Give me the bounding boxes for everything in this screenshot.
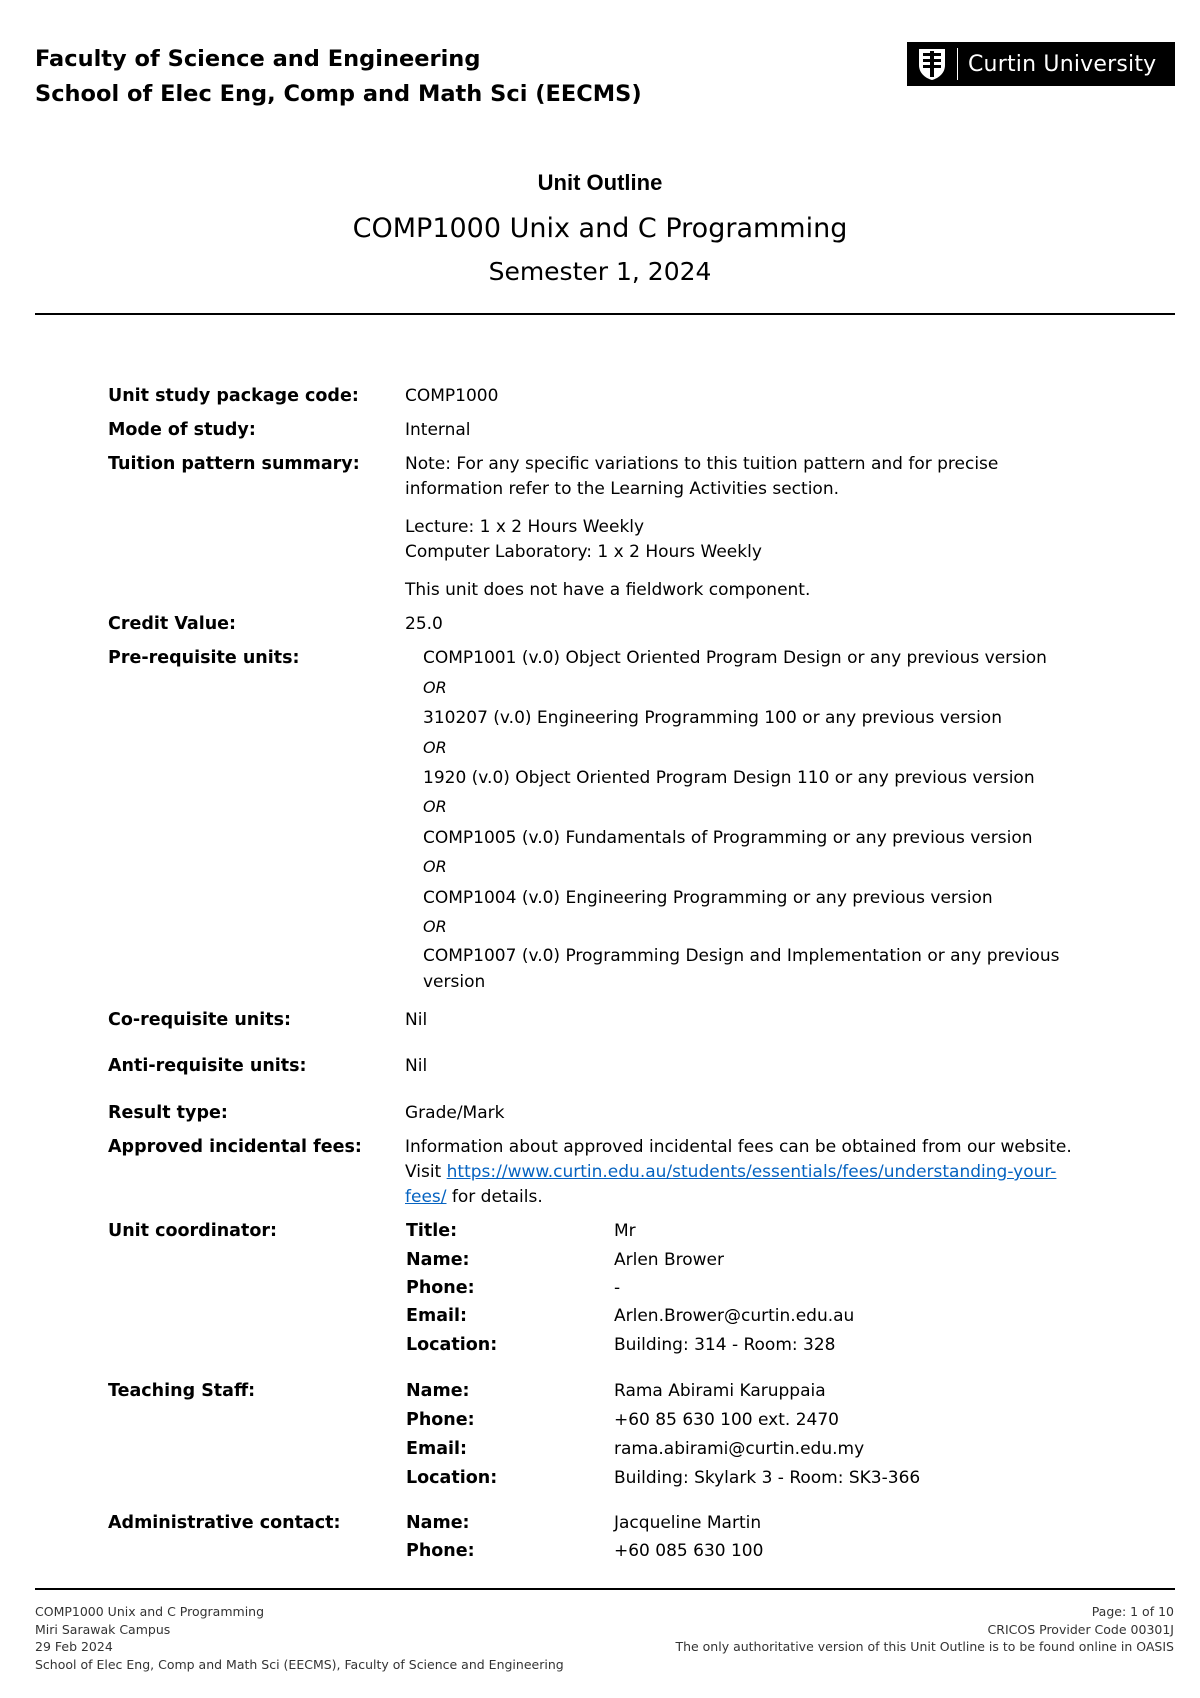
university-logo [907, 42, 1175, 86]
coordinator-title: Mr [614, 1221, 636, 1241]
page-number: Page: 1 of 10 [1091, 1604, 1174, 1619]
prereq-item: 310207 (v.0) Engineering Programming 100 or any previous version [423, 708, 1002, 728]
staff-name: Rama Abirami Karuppaia [614, 1381, 826, 1401]
staff-email: rama.abirami@curtin.edu.my [614, 1439, 865, 1459]
prereq-item: COMP1005 (v.0) Fundamentals of Programming or any previous version [423, 828, 1033, 848]
authoritative-note: The only authoritative version of this Unit Outline is to be found online in OASIS [675, 1639, 1174, 1654]
top-divider [35, 313, 1175, 315]
fees-link[interactable]: https://www.curtin.edu.au/students/essentials/fees/understanding-your- [446, 1162, 1057, 1182]
footer-school: School of Elec Eng, Comp and Math Sci (EECMS), Faculty of Science and Engineering [35, 1656, 564, 1672]
footer-right [675, 1603, 1174, 1656]
or-separator: OR [423, 857, 447, 876]
coreq-value: Nil [405, 1010, 428, 1030]
admin-phone-label: Phone: [406, 1541, 475, 1561]
admin-phone: +60 085 630 100 [614, 1541, 764, 1561]
footer-campus: Miri Sarawak Campus [35, 1621, 171, 1637]
fees-visit-line [405, 1162, 1056, 1182]
coordinator-title-label: Title: [406, 1221, 458, 1241]
footer-date: 29 Feb 2024 [35, 1639, 113, 1654]
lecture-pattern: Lecture: 1 x 2 Hours Weekly [405, 517, 645, 537]
coordinator-label: Unit coordinator: [108, 1221, 277, 1241]
header [35, 42, 642, 112]
faculty-name: Faculty of Science and Engineering [35, 46, 481, 72]
document-heading: Unit Outline [537, 170, 663, 195]
coordinator-name: Arlen Brower [614, 1250, 725, 1270]
or-separator: OR [423, 678, 447, 697]
footer-unit: COMP1000 Unix and C Programming [35, 1604, 265, 1619]
fieldwork-note: This unit does not have a fieldwork component. [405, 580, 811, 600]
staff-location: Building: Skylark 3 - Room: SK3-366 [614, 1468, 921, 1488]
coordinator-phone-label: Phone: [406, 1278, 475, 1298]
tuition-label: Tuition pattern summary: [108, 454, 360, 474]
code-value: COMP1000 [405, 386, 499, 406]
teaching-staff-label: Teaching Staff: [108, 1381, 256, 1401]
coordinator-name-label: Name: [406, 1250, 470, 1270]
fees-tail-text: for details. [446, 1187, 543, 1207]
fees-visit-text: Visit [405, 1162, 447, 1182]
or-separator: OR [423, 738, 447, 757]
credit-value: 25.0 [405, 614, 443, 634]
mode-value: Internal [405, 420, 471, 440]
staff-location-label: Location: [406, 1468, 498, 1488]
semester: Semester 1, 2024 [488, 257, 712, 286]
footer-left [35, 1603, 564, 1673]
fees-info: Information about approved incidental fees can be obtained from our website. [405, 1137, 1072, 1157]
cricos-code: CRICOS Provider Code 00301J [987, 1621, 1174, 1637]
result-value: Grade/Mark [405, 1103, 505, 1123]
fees-label: Approved incidental fees: [108, 1137, 362, 1157]
staff-phone: +60 85 630 100 ext. 2470 [614, 1410, 839, 1430]
coordinator-location: Building: 314 - Room: 328 [614, 1335, 836, 1355]
coordinator-phone: - [614, 1278, 621, 1298]
coordinator-email-label: Email: [406, 1306, 467, 1326]
mode-label: Mode of study: [108, 420, 256, 440]
bottom-divider [35, 1588, 1175, 1590]
lab-pattern: Computer Laboratory: 1 x 2 Hours Weekly [405, 542, 762, 562]
antireq-value: Nil [405, 1056, 428, 1076]
coordinator-location-label: Location: [406, 1335, 498, 1355]
prereq-item: COMP1007 (v.0) Programming Design and Implementation or any previous [423, 946, 1060, 966]
admin-contact-label: Administrative contact: [108, 1513, 341, 1533]
code-label: Unit study package code: [108, 386, 359, 406]
admin-name-label: Name: [406, 1513, 470, 1533]
logo-divider [957, 48, 958, 80]
fees-link-continued[interactable]: fees/ [405, 1187, 447, 1207]
prereq-item: COMP1004 (v.0) Engineering Programming or any previous version [423, 888, 993, 908]
fees-link-line-2 [405, 1187, 543, 1207]
staff-email-label: Email: [406, 1439, 467, 1459]
school-name: School of Elec Eng, Comp and Math Sci (EECMS) [35, 81, 642, 107]
prereq-label: Pre-requisite units: [108, 648, 300, 668]
result-label: Result type: [108, 1103, 228, 1123]
staff-name-label: Name: [406, 1381, 470, 1401]
unit-title: COMP1000 Unix and C Programming [352, 213, 848, 244]
staff-phone-label: Phone: [406, 1410, 475, 1430]
title-block [0, 168, 1200, 292]
prereq-item: COMP1001 (v.0) Object Oriented Program Design or any previous version [423, 648, 1047, 668]
credit-label: Credit Value: [108, 614, 237, 634]
prereq-item: 1920 (v.0) Object Oriented Program Design 110 or any previous version [423, 768, 1035, 788]
antireq-label: Anti-requisite units: [108, 1056, 307, 1076]
prereq-item-continued: version [423, 972, 486, 992]
or-separator: OR [423, 797, 447, 816]
or-separator: OR [423, 917, 447, 936]
crest-icon [917, 47, 947, 81]
coreq-label: Co-requisite units: [108, 1010, 292, 1030]
logo-text: Curtin University [968, 51, 1157, 77]
tuition-note-line-1: Note: For any specific variations to this tuition pattern and for precise [405, 454, 999, 474]
tuition-note-line-2: information refer to the Learning Activities section. [405, 479, 839, 499]
coordinator-email: Arlen.Brower@curtin.edu.au [614, 1306, 855, 1326]
admin-name: Jacqueline Martin [614, 1513, 762, 1533]
